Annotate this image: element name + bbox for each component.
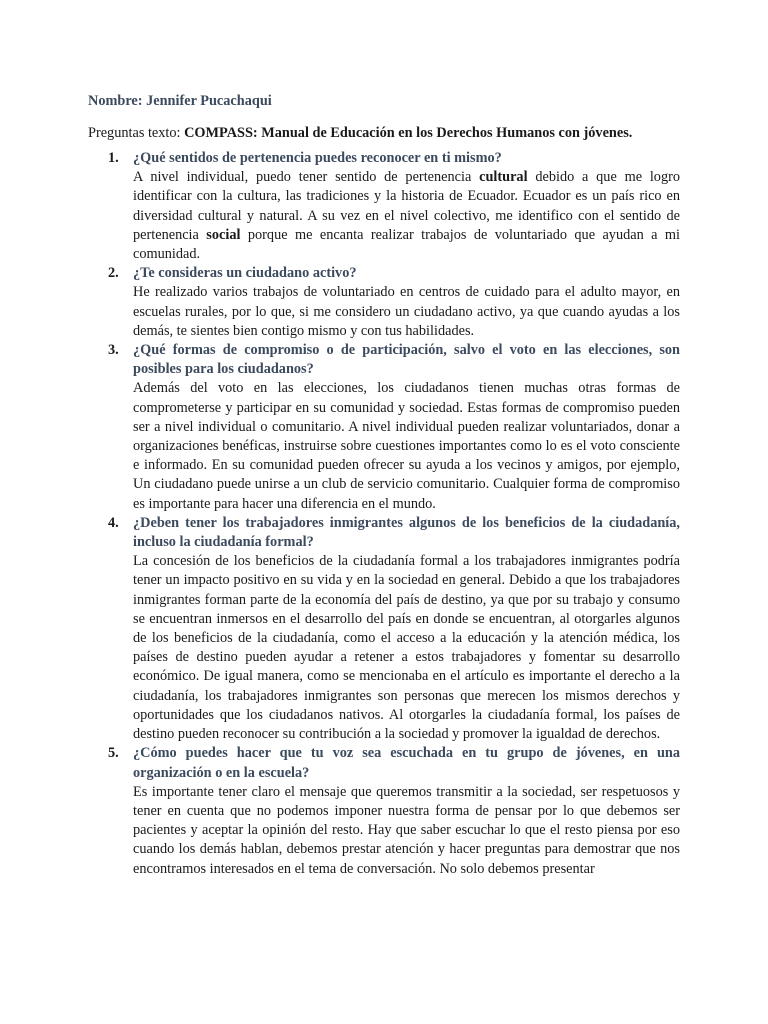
answer-text bbox=[133, 783, 680, 879]
question-number: 4. bbox=[108, 514, 119, 531]
question-text: ¿Te consideras un ciudadano activo? bbox=[133, 265, 357, 282]
document-subtitle bbox=[88, 124, 680, 143]
question-text: ¿Cómo puedes hacer que tu voz sea escuchada en tu grupo de jóvenes, en una organización o en la escuela? bbox=[133, 745, 680, 781]
question-item bbox=[88, 341, 680, 514]
question-number: 2. bbox=[108, 265, 119, 282]
answer-segment: La concesión de los beneficios de la ciudadanía formal a los trabajadores inmigrantes podría tener un impacto positivo en su vida y en la sociedad en general. Debido a que los trabajadores inmigrantes forman parte de la economía del país de destino, ya que por su trabajo y consumo se encuentran inmersos en el desarrollo del país en donde se encuentran, al otorgarles algunos de los beneficios de la ciudadanía, como el acceso a la educación y la atención médica, los países de destino pueden ayudar a retener a estos trabajadores y fomentar su desarrollo económico. De igual manera, como se mencionaba en el artículo es importante el derecho a la ciudadanía, los trabajadores inmigrantes son personas que merecen los mismos derechos y oportunidades que los ciudadanos nativos. Al otorgarles la ciudadanía formal, los países de destino pueden reconocer su contribución a la sociedad y promover la igualdad de derechos. bbox=[133, 553, 680, 743]
question-text: ¿Qué formas de compromiso o de participación, salvo el voto en las elecciones, son posibles para los ciudadanos? bbox=[133, 342, 680, 378]
question-item bbox=[88, 264, 680, 341]
answer-text bbox=[133, 379, 680, 513]
question-number: 3. bbox=[108, 342, 119, 359]
answer-emphasis: cultural bbox=[479, 169, 528, 186]
question-text: ¿Deben tener los trabajadores inmigrantes algunos de los beneficios de la ciudadanía, incluso la ciudadanía formal? bbox=[133, 514, 680, 551]
answer-segment: A nivel individual, puedo tener sentido de pertenencia bbox=[133, 169, 480, 186]
answer-segment: Es importante tener claro el mensaje que queremos transmitir a la sociedad, ser respetuosos y tener en cuenta que no podemos imponer nuestra forma de pensar por lo que debemos ser pacientes y aceptar la opinión del resto. Hay que saber escuchar lo que el resto piensa por eso cuando los demás hablan, debemos prestar atención y hacer preguntas para demostrar que nos encontramos interesados en el tema de conversación. No solo debemos presentar bbox=[133, 783, 680, 877]
question-number: 1. bbox=[108, 150, 119, 166]
answer-text bbox=[133, 552, 680, 744]
question-item bbox=[88, 514, 680, 744]
question-item bbox=[88, 149, 680, 264]
subtitle-prefix: Preguntas texto: bbox=[88, 125, 185, 141]
question-item bbox=[88, 744, 680, 878]
answer-text bbox=[133, 168, 680, 264]
student-name: Nombre: Jennifer Pucachaqui bbox=[88, 93, 272, 109]
answer-segment: Además del voto en las elecciones, los ciudadanos tienen muchas otras formas de comprometerse y participar en su comunidad y sociedad. Estas formas de compromiso pueden ser a nivel individual o comunitario. A nivel individual pueden realizar voluntariados, donar a organizaciones benéficas, instruirse sobre cuestiones importantes como lo es el voto consciente e informado. En su comunidad pueden ofrecer su ayuda a los vecinos y amigos, por ejemplo, Un ciudadano puede unirse a un club de servicio comunitario. Cualquier forma de compromiso es importante para hacer una diferencia en el mundo. bbox=[133, 380, 680, 512]
question-number: 5. bbox=[108, 745, 119, 762]
question-text: ¿Qué sentidos de pertenencia puedes reconocer en ti mismo? bbox=[133, 150, 502, 166]
answer-text bbox=[133, 283, 680, 341]
answer-segment: porque me encanta realizar trabajos de voluntariado que ayudan a mi comunidad. bbox=[133, 226, 680, 263]
subtitle-title: COMPASS: Manual de Educación en los Derechos Humanos con jóvenes. bbox=[184, 125, 633, 141]
question-list bbox=[88, 149, 680, 879]
answer-segment: He realizado varios trabajos de voluntariado en centros de cuidado para el adulto mayor, en escuelas rurales, por lo que, si me considero un ciudadano activo, ya que cuando ayudas a los demás, te sientes bien contigo mismo y con tus habilidades. bbox=[133, 284, 680, 339]
answer-emphasis: social bbox=[206, 226, 241, 243]
answer-segment: debido a que me logro identificar con la cultura, las tradiciones y la historia de Ecuador. Ecuador es un país rico en diversidad cultural y natural. A su vez en el nivel colectivo, me identifico con el sentido de pertenencia bbox=[133, 169, 681, 243]
